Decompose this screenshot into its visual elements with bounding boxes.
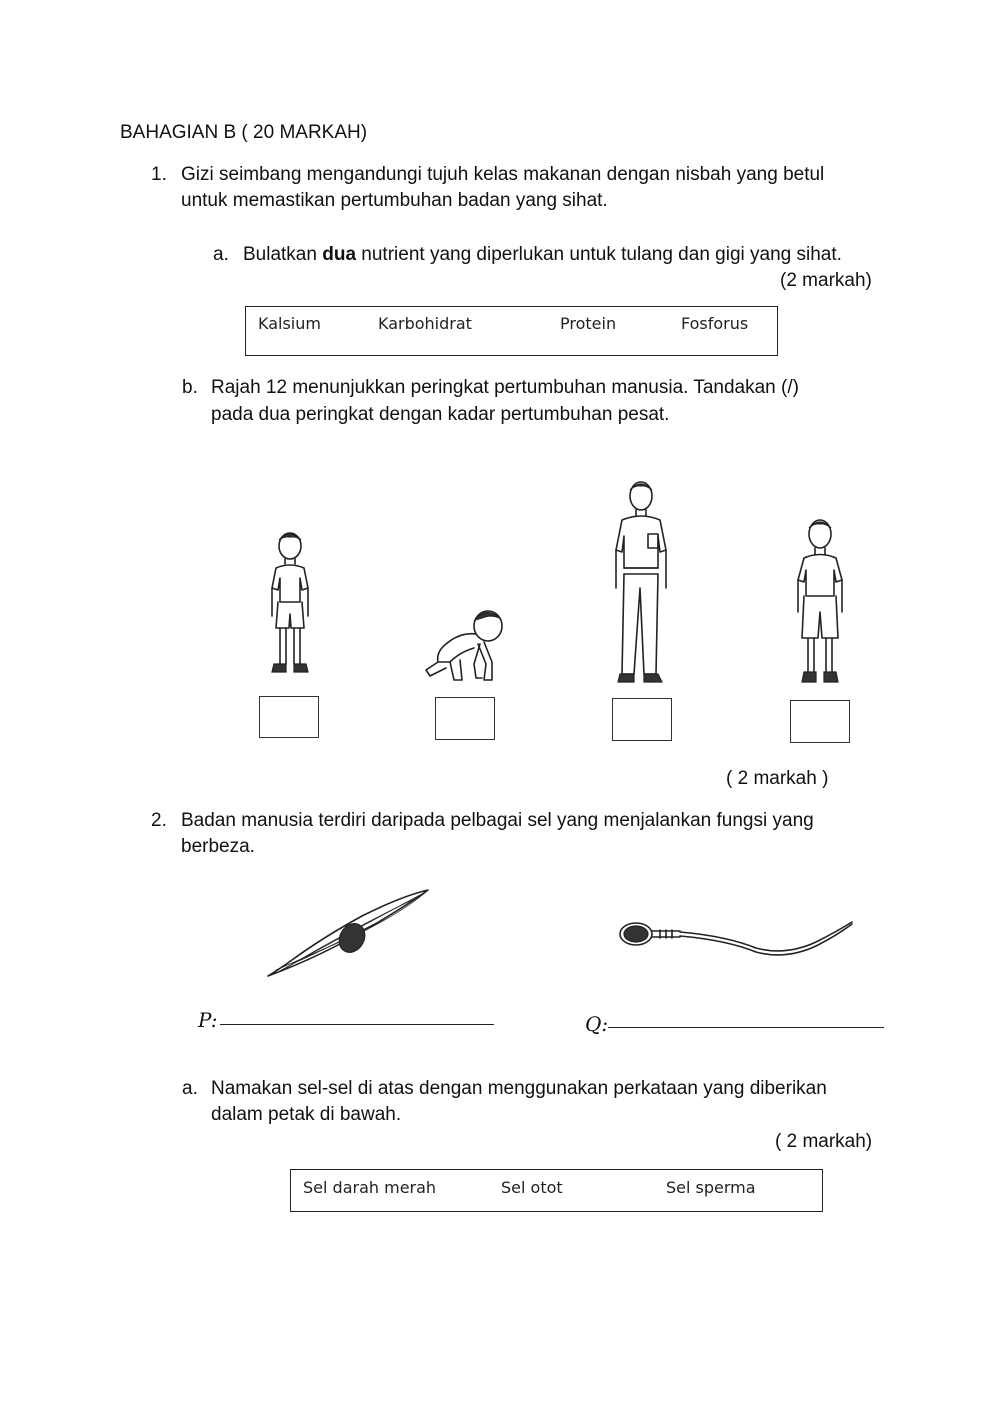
answer-blank-p[interactable] — [220, 1024, 494, 1025]
child-figure — [262, 528, 318, 680]
q1a-letter: a. — [213, 244, 229, 265]
q2a-letter: a. — [182, 1078, 198, 1099]
q1-number: 1. — [151, 164, 167, 185]
q1a-text-bold: dua — [322, 244, 357, 265]
q1b-letter: b. — [182, 377, 198, 398]
q1a-option-protein[interactable]: Protein — [560, 314, 617, 333]
adult-man-figure — [608, 478, 674, 692]
q2a-option-sel-otot[interactable]: Sel otot — [501, 1178, 563, 1197]
tick-box-teenager[interactable] — [790, 700, 850, 743]
q2-stem-line1: Badan manusia terdiri daripada pelbagai sel yang menjalankan fungsi yang — [181, 810, 814, 831]
q1a-text — [243, 244, 842, 266]
q1a-text-after: nutrient yang diperlukan untuk tulang dan gigi yang sihat. — [356, 244, 842, 265]
muscle-cell-figure — [262, 886, 434, 980]
section-title: BAHAGIAN B ( 20 MARKAH) — [120, 122, 368, 143]
crawling-baby-figure — [420, 604, 512, 684]
q1b-line2: pada dua peringkat dengan kadar pertumbuhan pesat. — [211, 404, 670, 425]
q2-stem-line2: berbeza. — [181, 836, 255, 857]
answer-blank-q[interactable] — [608, 1027, 884, 1028]
q1a-option-karbohidrat[interactable]: Karbohidrat — [378, 314, 472, 333]
q2a-option-sel-sperma[interactable]: Sel sperma — [666, 1178, 756, 1197]
q1b-line1: Rajah 12 menunjukkan peringkat pertumbuhan manusia. Tandakan (/) — [211, 377, 799, 398]
q2-number: 2. — [151, 810, 167, 831]
label-p: P: — [198, 1008, 218, 1032]
q1a-option-fosforus[interactable]: Fosforus — [681, 314, 749, 333]
q2a-marks: ( 2 markah) — [775, 1131, 873, 1152]
q1b-marks: ( 2 markah ) — [726, 768, 829, 789]
q1-stem-line1: Gizi seimbang mengandungi tujuh kelas makanan dengan nisbah yang betul — [181, 164, 825, 185]
tick-box-child[interactable] — [259, 696, 319, 738]
q2a-line2: dalam petak di bawah. — [211, 1104, 402, 1125]
tick-box-adult-man[interactable] — [612, 698, 672, 741]
q1a-option-kalsium[interactable]: Kalsium — [258, 314, 321, 333]
q2a-option-sel-darah-merah[interactable]: Sel darah merah — [303, 1178, 437, 1197]
q1a-text-before: Bulatkan — [243, 244, 323, 265]
q1a-marks: (2 markah) — [780, 270, 872, 291]
label-q: Q: — [585, 1012, 609, 1036]
teenager-figure — [792, 516, 848, 688]
tick-box-crawling-baby[interactable] — [435, 697, 495, 740]
sperm-cell-figure — [616, 912, 856, 960]
q2a-line1: Namakan sel-sel di atas dengan menggunakan perkataan yang diberikan — [211, 1078, 827, 1099]
q1-stem-line2: untuk memastikan pertumbuhan badan yang sihat. — [181, 190, 608, 211]
